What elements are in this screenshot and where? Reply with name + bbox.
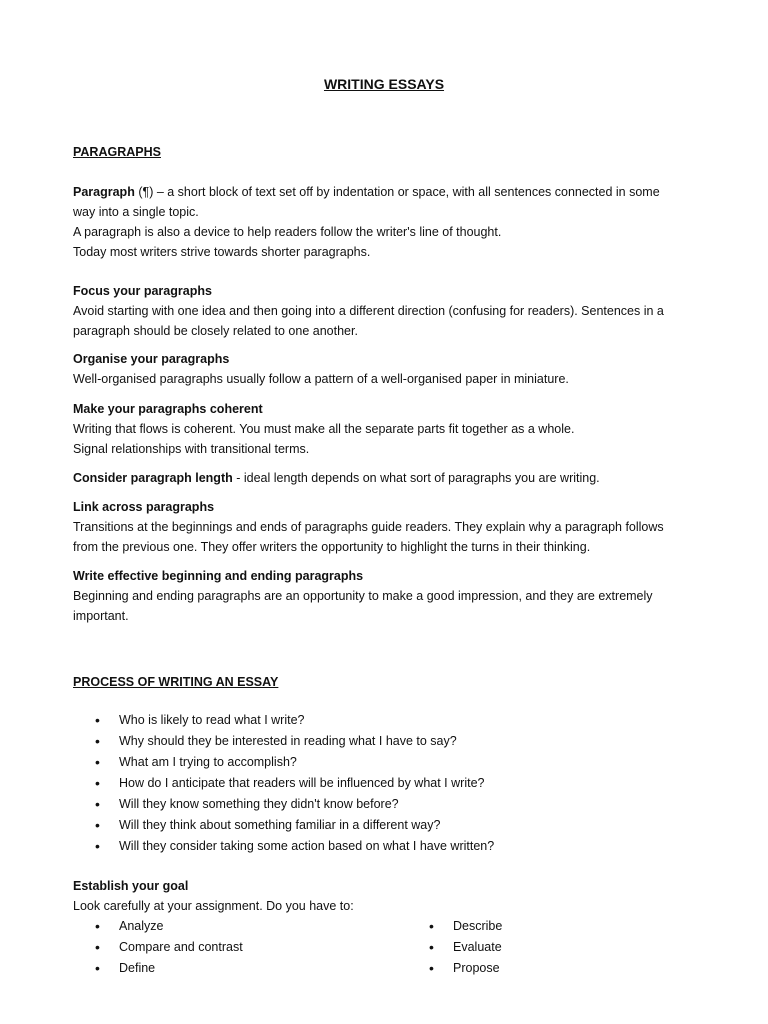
- coherent-text: Writing that flows is coherent. You must make all the separate parts fit together as a whole.: [73, 422, 575, 436]
- process-questions-list: [73, 710, 703, 857]
- list-item: • Evaluate: [407, 937, 687, 958]
- link-heading: Link across paragraphs: [73, 500, 215, 514]
- list-item: • Why should they be interested in reading what I have to say?: [73, 731, 703, 752]
- definition-line: Today most writers strive towards shorter paragraphs.: [73, 245, 371, 259]
- goal-heading: Establish your goal: [73, 879, 189, 893]
- list-item: • How do I anticipate that readers will be influenced by what I write?: [73, 773, 703, 794]
- focus-text: Avoid starting with one idea and then going into a different direction (confusing for readers). Sentences in a: [73, 304, 664, 318]
- organise-heading: Organise your paragraphs: [73, 352, 230, 366]
- goal-block: [73, 876, 703, 916]
- list-item: • Describe: [407, 916, 687, 937]
- effective-block: [73, 566, 703, 626]
- list-item: • Compare and contrast: [73, 937, 373, 958]
- paragraphs-heading: PARAGRAPHS: [73, 145, 161, 159]
- link-text: from the previous one. They offer writers the opportunity to highlight the turns in their thinking.: [73, 540, 591, 554]
- goal-intro: Look carefully at your assignment. Do you have to:: [73, 899, 354, 913]
- coherent-block: [73, 399, 703, 459]
- list-item: • Will they think about something familiar in a different way?: [73, 815, 703, 836]
- list-item: • Define: [73, 958, 373, 979]
- definition-line: A paragraph is also a device to help readers follow the writer's line of thought.: [73, 225, 502, 239]
- focus-text: paragraph should be closely related to one another.: [73, 324, 358, 338]
- length-block: [73, 468, 703, 488]
- page-title: WRITING ESSAYS: [323, 76, 445, 92]
- definition-text: (¶) – a short block of text set off by indentation or space, with all sentences connected in some: [134, 185, 660, 199]
- definition-term: Paragraph: [73, 185, 135, 199]
- effective-heading: Write effective beginning and ending paragraphs: [73, 569, 364, 583]
- list-item: • Who is likely to read what I write?: [73, 710, 703, 731]
- length-text: - ideal length depends on what sort of paragraphs you are writing.: [232, 471, 600, 485]
- focus-block: [73, 281, 703, 341]
- list-item: • Will they know something they didn't know before?: [73, 794, 703, 815]
- goal-list-left: [73, 916, 373, 979]
- link-block: [73, 497, 703, 557]
- list-item: • Will they consider taking some action based on what I have written?: [73, 836, 703, 857]
- definition-line: way into a single topic.: [73, 205, 199, 219]
- link-text: Transitions at the beginnings and ends of paragraphs guide readers. They explain why a paragraph follows: [73, 520, 664, 534]
- goal-list-right: [407, 916, 687, 979]
- coherent-heading: Make your paragraphs coherent: [73, 402, 263, 416]
- length-term: Consider paragraph length: [73, 471, 233, 485]
- list-item: • Propose: [407, 958, 687, 979]
- process-heading: PROCESS OF WRITING AN ESSAY: [73, 675, 279, 689]
- organise-text: Well-organised paragraphs usually follow a pattern of a well-organised paper in miniature.: [73, 372, 569, 386]
- effective-text: important.: [73, 609, 129, 623]
- focus-heading: Focus your paragraphs: [73, 284, 212, 298]
- paragraph-definition: [73, 182, 703, 262]
- list-item: • What am I trying to accomplish?: [73, 752, 703, 773]
- list-item: • Analyze: [73, 916, 373, 937]
- organise-block: [73, 349, 703, 389]
- effective-text: Beginning and ending paragraphs are an opportunity to make a good impression, and they are extremely: [73, 589, 653, 603]
- coherent-text: Signal relationships with transitional terms.: [73, 442, 310, 456]
